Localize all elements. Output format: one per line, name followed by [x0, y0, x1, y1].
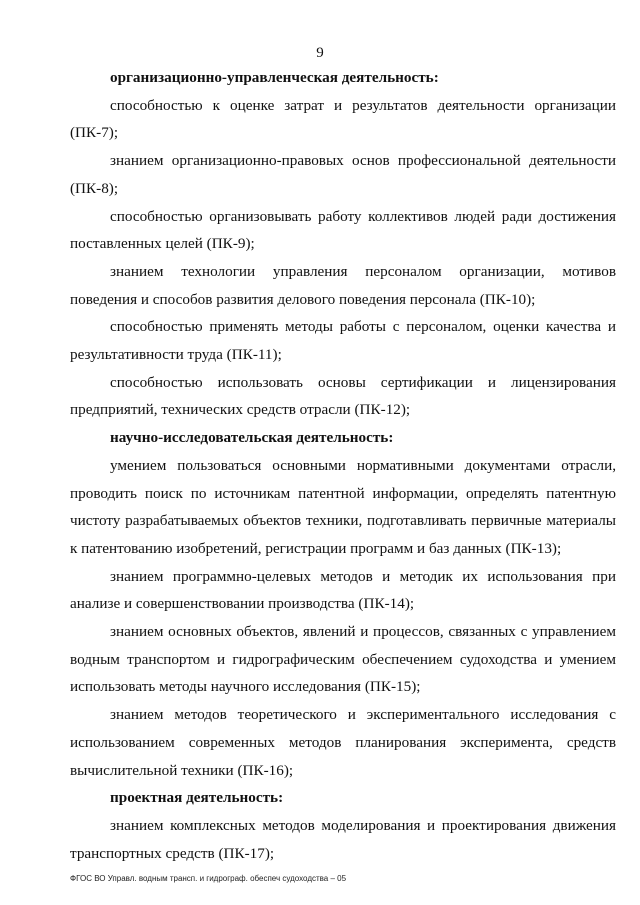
page-number: 9	[316, 45, 324, 61]
list-item: знанием методов теоретического и экспериментального исследования с использованием современных методов планирования эксперимента, средств вычислительной техники (ПК-16);	[70, 706, 616, 779]
list-item: знанием организационно-правовых основ профессиональной деятельности (ПК-8);	[70, 152, 616, 197]
list-item: знанием комплексных методов моделирования и проектирования движения транспортных средств (ПК-17);	[70, 816, 616, 862]
section-heading: научно-исследовательская деятельность:	[110, 429, 394, 447]
section-heading: проектная деятельность:	[110, 789, 284, 807]
list-item: умением пользоваться основными нормативными документами отрасли, проводить поиск по источникам патентной информации, определять патентную чистоту разрабатываемых объектов техники, подготавливать первичные материалы к патентованию изобретений, регистрации программ и баз данных (ПК-13);	[70, 456, 616, 557]
list-item: знанием технологии управления персоналом организации, мотивов поведения и способов развития делового поведения персонала (ПК-10);	[70, 262, 616, 308]
list-item: знанием программно-целевых методов и методик их использования при анализе и совершенствовании производства (ПК-14);	[70, 567, 616, 613]
list-item: способностью к оценке затрат и результатов деятельности организации (ПК-7);	[70, 96, 616, 142]
list-item: знанием основных объектов, явлений и процессов, связанных с управлением водным транспортом и гидрографическим обеспечением судоходства и умением использовать методы научного исследования (ПК-15);	[70, 623, 616, 696]
list-item: способностью организовывать работу коллективов людей ради достижения поставленных целей (ПК-9);	[70, 207, 616, 253]
page-footer: ФГОС ВО Управл. водным трансп. и гидрограф. обеспеч судоходства – 05	[70, 874, 347, 883]
document-body	[70, 64, 616, 867]
list-item: способностью использовать основы сертификации и лицензирования предприятий, технических средств отрасли (ПК-12);	[70, 373, 616, 419]
list-item: способностью применять методы работы с персоналом, оценки качества и результативности труда (ПК-11);	[70, 318, 616, 364]
section-heading: организационно-управленческая деятельность:	[110, 69, 439, 86]
